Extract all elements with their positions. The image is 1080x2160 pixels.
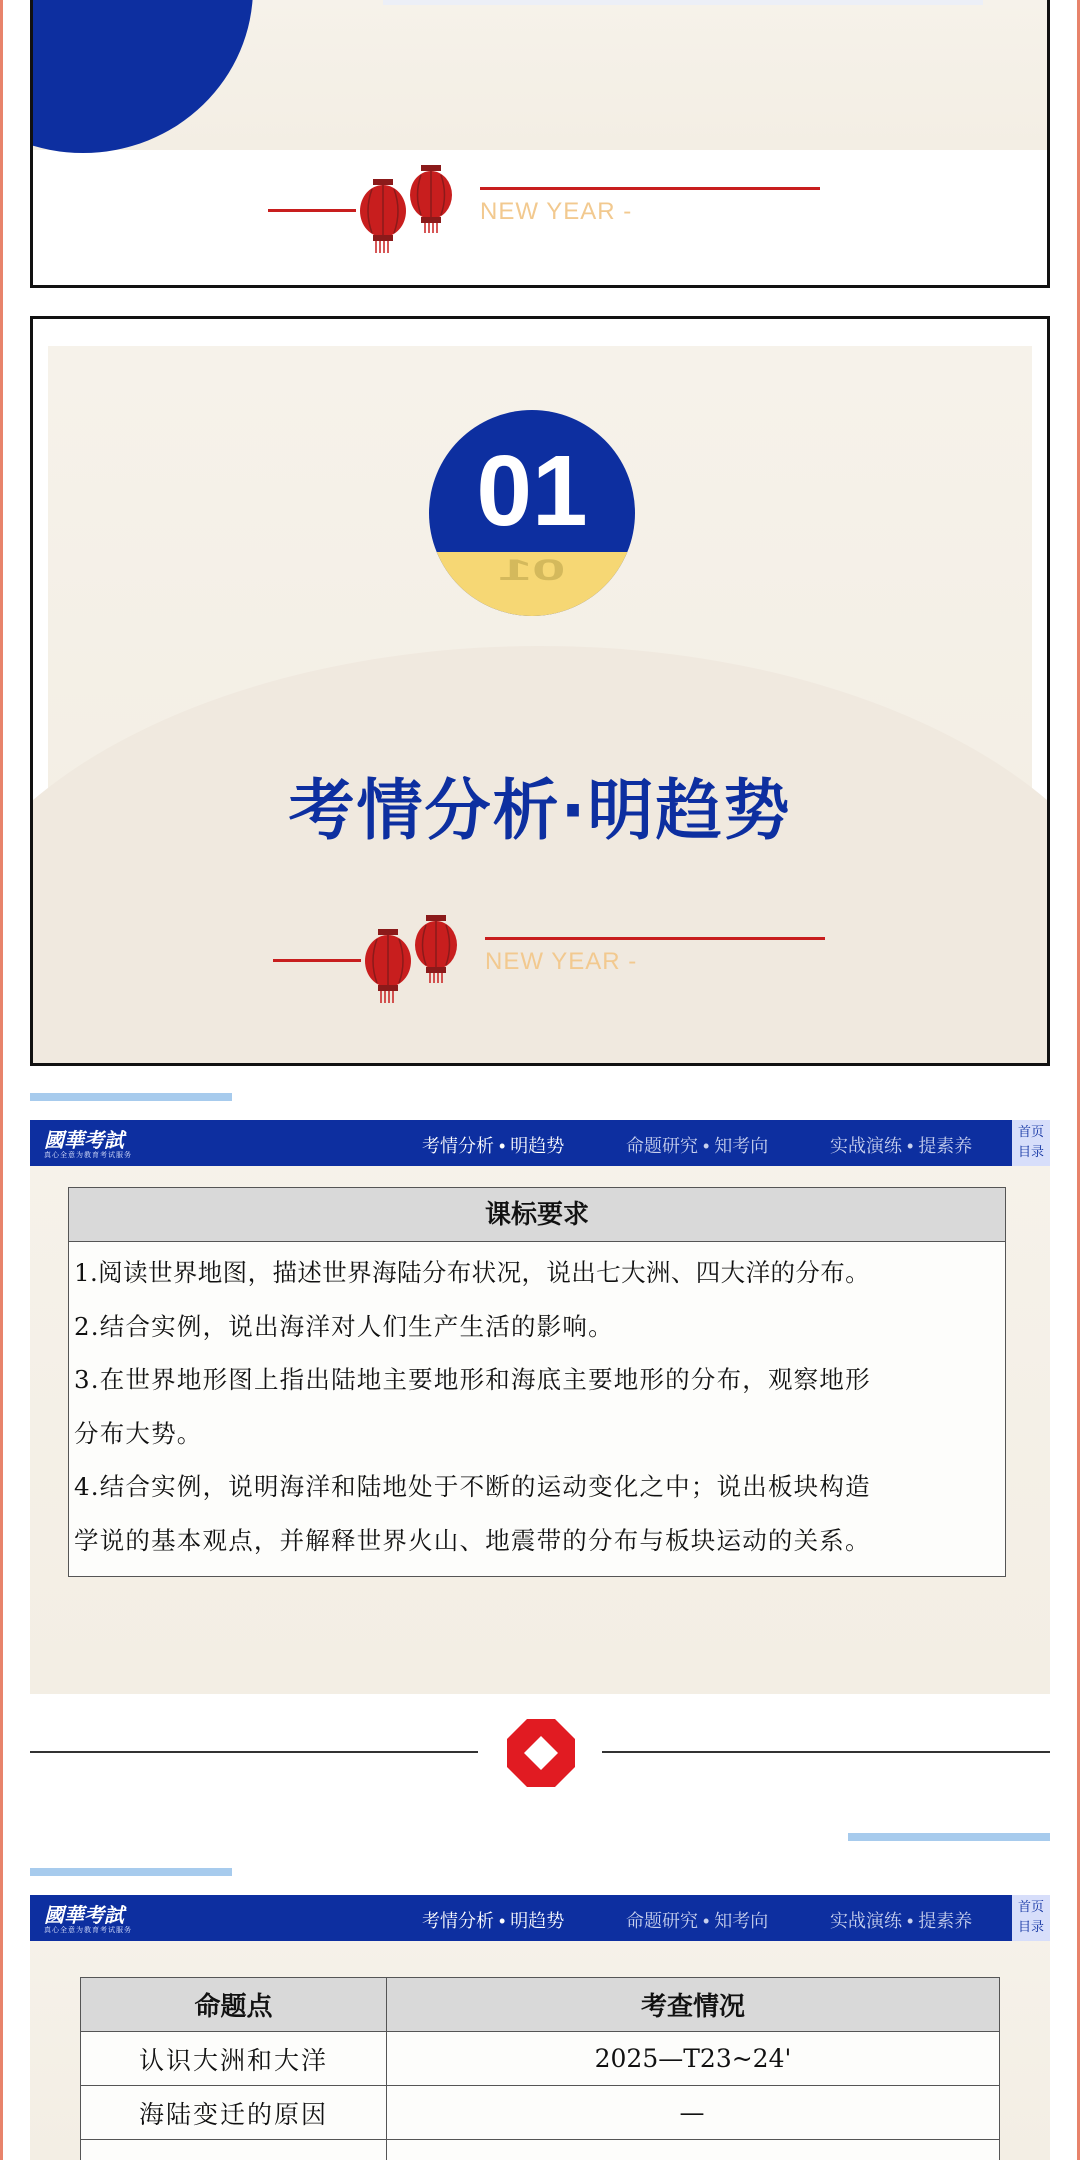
slide-2-frame	[30, 316, 1050, 1066]
lantern-icon	[413, 915, 459, 985]
nav-analysis[interactable]: 考情分析 • 明趋势	[422, 1911, 565, 1931]
brand-slogan: 真心全意为教育考试服务	[44, 1926, 132, 1934]
brand-logo: 國華考試	[44, 1903, 124, 1927]
red-line-left	[273, 959, 361, 962]
table-cell: —	[387, 2086, 1000, 2140]
divider-line-right	[602, 1751, 1050, 1753]
section-number: 01	[476, 435, 588, 547]
lantern-row	[268, 173, 868, 253]
octagon-divider-icon	[506, 1718, 576, 1788]
nav-practice[interactable]: 实战演练 • 提素养	[830, 1911, 973, 1931]
lantern-icon	[358, 179, 408, 255]
home-link[interactable]: 首页	[1017, 1900, 1044, 1915]
table-row	[81, 2140, 1000, 2160]
new-year-text: NEW YEAR -	[485, 948, 638, 975]
column-header: 考查情况	[387, 1978, 1000, 2032]
toc-link[interactable]: 目录	[1017, 1145, 1044, 1160]
brand-slogan: 真心全意为教育考试服务	[44, 1151, 132, 1159]
table-header-row	[81, 1978, 1000, 2032]
table-row	[81, 2086, 1000, 2140]
requirements-body	[69, 1242, 1005, 1567]
top-cut-bar	[383, 0, 983, 5]
home-link[interactable]: 首页	[1017, 1125, 1044, 1140]
lantern-row	[273, 923, 873, 1003]
table-cell: 海陆变迁的原因	[81, 2086, 387, 2140]
left-border	[0, 0, 3, 2160]
exam-table	[80, 1977, 1000, 2160]
red-line-right	[480, 187, 820, 190]
slide-1-frame	[30, 0, 1050, 288]
requirements-title: 课标要求	[69, 1188, 1005, 1242]
new-year-text: NEW YEAR -	[480, 198, 633, 225]
red-line-left	[268, 209, 356, 212]
requirement-line: 分布大势。	[74, 1418, 203, 1448]
toc-link[interactable]: 目录	[1017, 1920, 1044, 1935]
nav-analysis[interactable]: 考情分析 • 明趋势	[422, 1136, 565, 1156]
table-cell	[387, 2140, 1000, 2160]
nav-research[interactable]: 命题研究 • 知考向	[626, 1911, 769, 1931]
nav-practice[interactable]: 实战演练 • 提素养	[830, 1136, 973, 1156]
slide-3-header	[30, 1120, 1050, 1166]
corner-nav	[1012, 1895, 1050, 1941]
brand-logo: 國華考試	[44, 1128, 124, 1152]
table-cell	[81, 2140, 387, 2160]
section-title: 考情分析·明趋势	[288, 772, 792, 849]
arc-decoration	[30, 646, 1050, 1066]
slide-4-header	[30, 1895, 1050, 1941]
accent-bar-top	[30, 1093, 232, 1101]
section-number-badge	[429, 410, 635, 616]
requirement-line: 1.阅读世界地图，描述世界海陆分布状况，说出七大洲、四大洋的分布。	[74, 1258, 871, 1287]
accent-bar-right	[848, 1833, 1050, 1841]
table-row	[81, 2032, 1000, 2086]
corner-nav	[1012, 1120, 1050, 1166]
red-line-right	[485, 937, 825, 940]
accent-bar-top	[30, 1868, 232, 1876]
requirement-line: 2.结合实例，说出海洋对人们生产生活的影响。	[74, 1311, 614, 1341]
divider-line-left	[30, 1751, 478, 1753]
lantern-icon	[408, 165, 454, 235]
requirement-line: 学说的基本观点，并解释世界火山、地震带的分布与板块运动的关系。	[74, 1525, 871, 1555]
requirements-table	[68, 1187, 1006, 1577]
lantern-icon	[363, 929, 413, 1005]
table-cell: 认识大洲和大洋	[81, 2032, 387, 2086]
nav-research[interactable]: 命题研究 • 知考向	[626, 1136, 769, 1156]
section-number-reflection: 01	[498, 553, 566, 587]
column-header: 命题点	[81, 1978, 387, 2032]
requirement-line: 3.在世界地形图上指出陆地主要地形和海底主要地形的分布，观察地形	[74, 1365, 871, 1394]
table-cell: 2025—T23~24'	[387, 2032, 1000, 2086]
requirement-line: 4.结合实例，说明海洋和陆地处于不断的运动变化之中；说出板块构造	[74, 1472, 871, 1501]
